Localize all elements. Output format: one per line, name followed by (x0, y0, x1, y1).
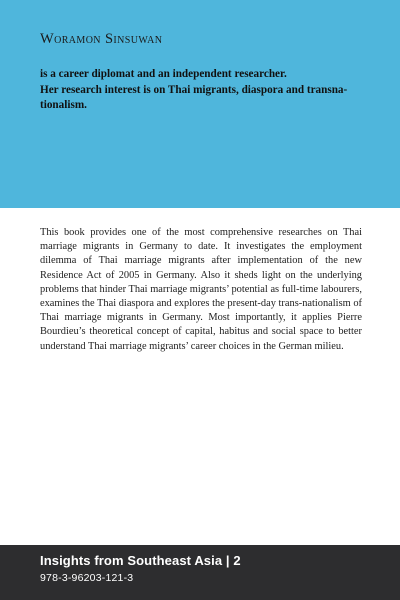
bio-line-1: is a career diplomat and an independent researcher. (40, 68, 287, 80)
author-name-text: Woramon Sinsuwan (40, 31, 163, 47)
author-name (40, 31, 162, 48)
bio-line-2: Her research interest is on Thai migrants, diaspora and transna-tionalism. (40, 83, 348, 111)
isbn-number: 978-3-96203-121-3 (40, 572, 134, 584)
author-bio (40, 67, 375, 114)
series-title: Insights from Southeast Asia | 2 (40, 553, 241, 568)
book-blurb: This book provides one of the most comprehensive researches on Thai marriage migrants in Germany to date. It investigates the employment dilemma of Thai marriage migrants after implementation of the new Residence Act of 2005 in Germany. Also it sheds light on the underlying problems that hinder Thai marriage migrants’ potential as full-time labourers, examines the Thai diaspora and explores the present-day trans-nationalism of Thai marriage migrants in Germany. Most importantly, it applies Pierre Bourdieu’s theoretical concept of capital, habitus and social space to better understand Thai marriage migrants’ career choices in the German milieu. (40, 227, 362, 352)
